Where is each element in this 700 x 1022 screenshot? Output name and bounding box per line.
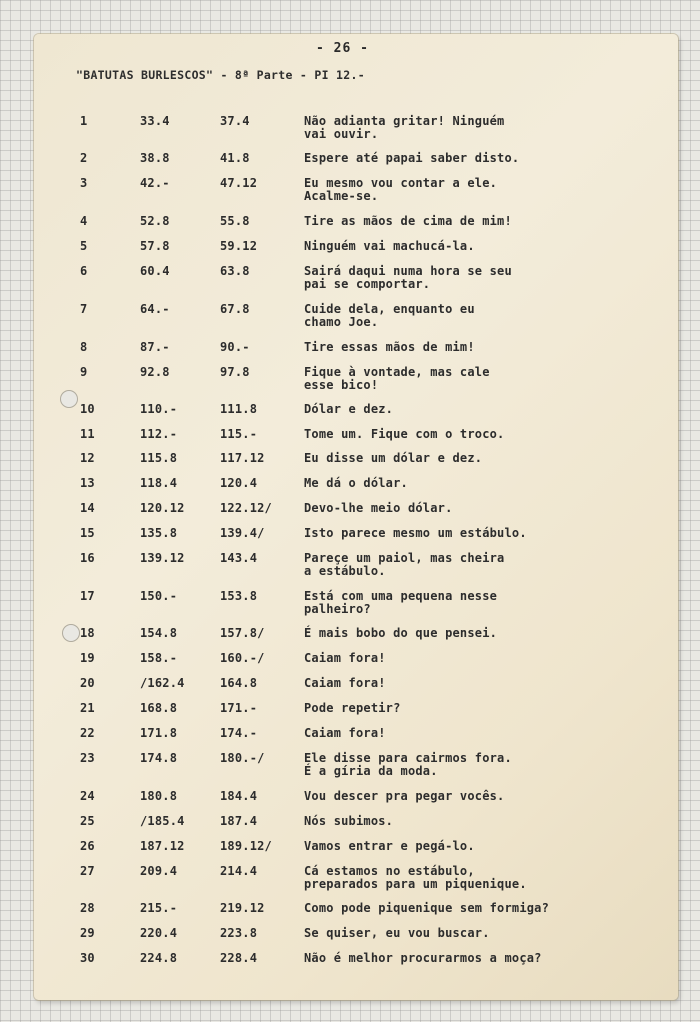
row-number: 19	[80, 651, 95, 665]
time-out: 184.4	[220, 789, 258, 803]
time-out: 139.4/	[220, 526, 265, 540]
time-out: 117.12	[220, 451, 265, 465]
row-number: 23	[80, 751, 95, 765]
time-in: 150.-	[140, 589, 178, 603]
row-number: 17	[80, 589, 95, 603]
time-out: 59.12	[220, 239, 258, 253]
time-out: 122.12/	[220, 501, 272, 515]
time-out: 97.8	[220, 365, 250, 379]
time-out: 90.-	[220, 340, 250, 354]
subtitle-text: Eu disse um dólar e dez.	[304, 451, 483, 465]
subtitle-text: Me dá o dólar.	[304, 476, 408, 490]
row-number: 10	[80, 402, 95, 416]
time-out: 157.8/	[220, 626, 265, 640]
time-out: 174.-	[220, 726, 258, 740]
time-out: 67.8	[220, 302, 250, 316]
subtitle-text: Tire essas mãos de mim!	[304, 340, 475, 354]
row-number: 6	[80, 264, 88, 278]
row-number: 18	[80, 626, 95, 640]
row-number: 7	[80, 302, 88, 316]
subtitle-text: Sairá daqui numa hora se seu pai se comportar.	[304, 264, 512, 291]
time-in: /162.4	[140, 676, 185, 690]
time-in: 120.12	[140, 501, 185, 515]
subtitle-text: Não é melhor procurarmos a moça?	[304, 951, 542, 965]
time-in: 115.8	[140, 451, 178, 465]
time-out: 219.12	[220, 901, 265, 915]
row-number: 21	[80, 701, 95, 715]
subtitle-text: Devo-lhe meio dólar.	[304, 501, 453, 515]
time-out: 223.8	[220, 926, 258, 940]
time-out: 55.8	[220, 214, 250, 228]
row-number: 27	[80, 864, 95, 878]
time-in: 60.4	[140, 264, 170, 278]
row-number: 22	[80, 726, 95, 740]
subtitle-text: Cuide dela, enquanto eu chamo Joe.	[304, 302, 475, 329]
row-number: 13	[80, 476, 95, 490]
row-number: 30	[80, 951, 95, 965]
subtitle-text: Caiam fora!	[304, 651, 386, 665]
subtitle-text: Vou descer pra pegar vocês.	[304, 789, 505, 803]
time-in: 112.-	[140, 427, 178, 441]
time-in: 220.4	[140, 926, 178, 940]
row-number: 28	[80, 901, 95, 915]
time-in: 215.-	[140, 901, 178, 915]
subtitle-text: Ele disse para cairmos fora. É a gíria da moda.	[304, 751, 512, 778]
time-in: 171.8	[140, 726, 178, 740]
time-out: 143.4	[220, 551, 258, 565]
row-number: 9	[80, 365, 88, 379]
row-number: 3	[80, 176, 88, 190]
subtitle-text: Dólar e dez.	[304, 402, 394, 416]
row-number: 14	[80, 501, 95, 515]
row-number: 4	[80, 214, 88, 228]
time-in: 64.-	[140, 302, 170, 316]
subtitle-text: Tome um. Fique com o troco.	[304, 427, 505, 441]
time-out: 63.8	[220, 264, 250, 278]
row-number: 25	[80, 814, 95, 828]
time-in: 92.8	[140, 365, 170, 379]
time-out: 171.-	[220, 701, 258, 715]
row-number: 11	[80, 427, 95, 441]
time-in: 118.4	[140, 476, 178, 490]
time-in: 158.-	[140, 651, 178, 665]
time-out: 164.8	[220, 676, 258, 690]
time-in: 224.8	[140, 951, 178, 965]
time-out: 228.4	[220, 951, 258, 965]
row-number: 26	[80, 839, 95, 853]
subtitle-text: Fique à vontade, mas cale esse bico!	[304, 365, 490, 392]
subtitle-text: Ninguém vai machucá-la.	[304, 239, 475, 253]
subtitle-text: Se quiser, eu vou buscar.	[304, 926, 490, 940]
time-out: 160.-/	[220, 651, 265, 665]
row-number: 1	[80, 114, 88, 128]
subtitle-text: Tire as mãos de cima de mim!	[304, 214, 512, 228]
time-in: 33.4	[140, 114, 170, 128]
time-in: 209.4	[140, 864, 178, 878]
punch-hole	[60, 390, 78, 408]
subtitle-text: Cá estamos no estábulo, preparados para um piquenique.	[304, 864, 527, 891]
subtitle-text: Como pode piquenique sem formiga?	[304, 901, 550, 915]
subtitle-text: Vamos entrar e pegá-lo.	[304, 839, 475, 853]
time-in: /185.4	[140, 814, 185, 828]
row-number: 12	[80, 451, 95, 465]
time-in: 135.8	[140, 526, 178, 540]
time-out: 153.8	[220, 589, 258, 603]
row-number: 8	[80, 340, 88, 354]
subtitle-text: Pode repetir?	[304, 701, 401, 715]
time-in: 42.-	[140, 176, 170, 190]
time-in: 187.12	[140, 839, 185, 853]
time-out: 120.4	[220, 476, 258, 490]
punch-hole	[62, 624, 80, 642]
time-in: 57.8	[140, 239, 170, 253]
subtitle-text: Eu mesmo vou contar a ele. Acalme-se.	[304, 176, 498, 203]
time-in: 168.8	[140, 701, 178, 715]
time-out: 187.4	[220, 814, 258, 828]
time-in: 174.8	[140, 751, 178, 765]
row-number: 16	[80, 551, 95, 565]
time-in: 38.8	[140, 151, 170, 165]
time-in: 52.8	[140, 214, 170, 228]
subtitle-text: É mais bobo do que pensei.	[304, 626, 498, 640]
time-out: 41.8	[220, 151, 250, 165]
page-number: - 26 -	[316, 41, 369, 56]
row-number: 15	[80, 526, 95, 540]
subtitle-text: Isto parece mesmo um estábulo.	[304, 526, 527, 540]
time-in: 110.-	[140, 402, 178, 416]
row-number: 2	[80, 151, 88, 165]
time-in: 139.12	[140, 551, 185, 565]
subtitle-text: Está com uma pequena nesse palheiro?	[304, 589, 498, 616]
time-out: 37.4	[220, 114, 250, 128]
row-number: 20	[80, 676, 95, 690]
row-number: 29	[80, 926, 95, 940]
subtitle-text: Nós subimos.	[304, 814, 394, 828]
time-out: 180.-/	[220, 751, 265, 765]
time-out: 47.12	[220, 176, 258, 190]
subtitle-text: Pareçe um paiol, mas cheira a estábulo.	[304, 551, 505, 578]
row-number: 24	[80, 789, 95, 803]
time-out: 115.-	[220, 427, 258, 441]
subtitle-text: Espere até papai saber disto.	[304, 151, 520, 165]
time-in: 154.8	[140, 626, 178, 640]
document-header: "BATUTAS BURLESCOS" - 8ª Parte - PI 12.-	[76, 68, 365, 82]
subtitle-text: Caiam fora!	[304, 676, 386, 690]
time-out: 214.4	[220, 864, 258, 878]
row-number: 5	[80, 239, 88, 253]
time-in: 87.-	[140, 340, 170, 354]
time-out: 189.12/	[220, 839, 272, 853]
time-out: 111.8	[220, 402, 258, 416]
time-in: 180.8	[140, 789, 178, 803]
subtitle-text: Caiam fora!	[304, 726, 386, 740]
subtitle-text: Não adianta gritar! Ninguém vai ouvir.	[304, 114, 505, 141]
